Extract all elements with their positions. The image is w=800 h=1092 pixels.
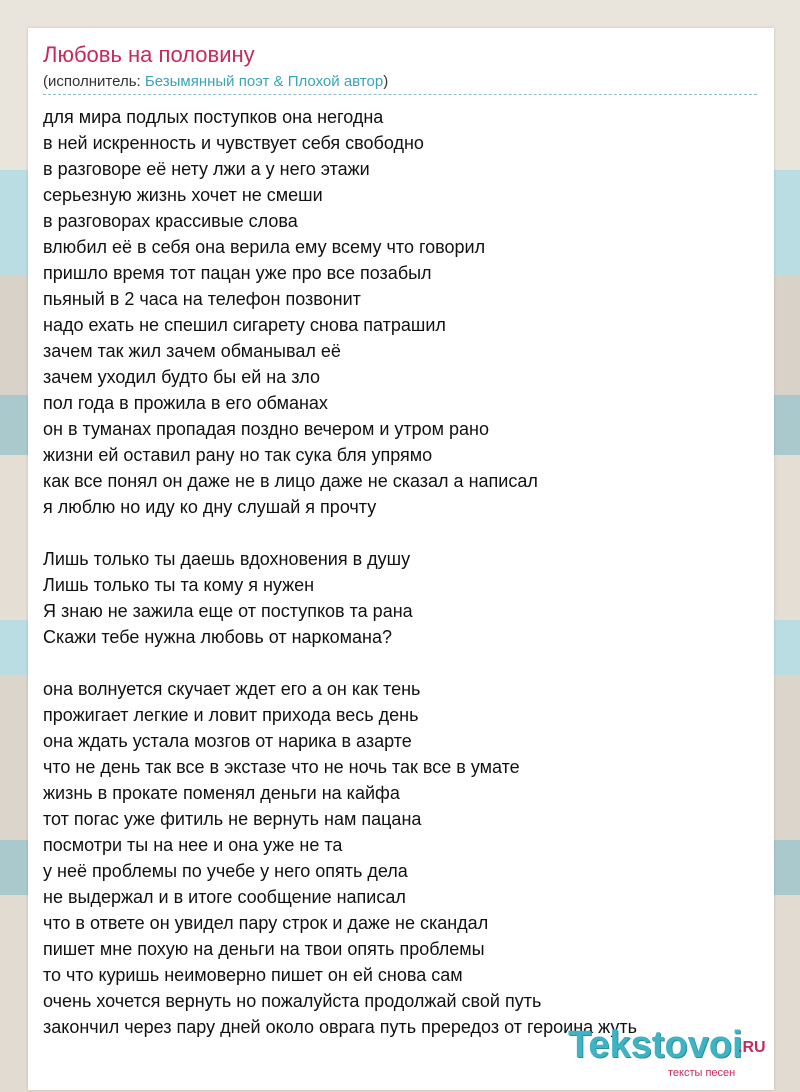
- artist-prefix: (исполнитель:: [43, 73, 145, 90]
- lyric-line: пьяный в 2 часа на телефон позвонит: [43, 289, 361, 309]
- lyric-line: пол года в прожила в его обманах: [43, 393, 328, 413]
- lyric-line: пришло время тот пацан уже про все позабыл: [43, 263, 432, 283]
- lyric-line: Скажи тебе нужна любовь от наркомана?: [43, 627, 393, 647]
- lyric-line: закончил через пару дней около оврага путь прередоз от героина жуть: [43, 1017, 638, 1037]
- artist-line: [43, 73, 388, 90]
- lyric-line: не выдержал и в итоге сообщение написал: [43, 887, 406, 907]
- lyric-line: в разговорах крассивые слова: [43, 211, 298, 231]
- lyric-line: прожигает легкие и ловит прихода весь день: [43, 705, 419, 725]
- lyric-line: что не день так все в экстазе что не ночь так все в умате: [43, 757, 520, 777]
- lyric-line: Лишь только ты даешь вдохновения в душу: [43, 549, 411, 569]
- lyric-line: в разговоре её нету лжи а у него этажи: [43, 159, 370, 179]
- logo-wordmark: Tekstovoi: [568, 1024, 743, 1066]
- lyric-line: как все понял он даже не в лицо даже не сказал а написал: [43, 471, 538, 491]
- lyric-line: посмотри ты на нее и она уже не та: [43, 835, 343, 855]
- lyric-line: она волнуется скучает ждет его а он как тень: [43, 679, 421, 699]
- logo-domain: .RU: [738, 1039, 766, 1056]
- lyric-line: что в ответе он увидел пару строк и даже не скандал: [43, 913, 489, 933]
- lyric-line: у неё проблемы по учебе у него опять дела: [43, 861, 408, 881]
- artist-link[interactable]: Безымянный поэт & Плохой автор: [144, 73, 384, 90]
- lyrics-stanza: [43, 546, 763, 650]
- lyrics-body: [43, 104, 763, 1066]
- lyric-line: жизнь в прокате поменял деньги на кайфа: [43, 783, 400, 803]
- lyric-line: он в туманах пропадая поздно вечером и утром рано: [43, 419, 489, 439]
- site-logo[interactable]: [568, 1024, 778, 1084]
- artist-suffix: ): [383, 73, 389, 90]
- lyric-line: надо ехать не спешил сигарету снова патрашил: [43, 315, 446, 335]
- lyric-line: тот погас уже фитиль не вернуть нам пацана: [43, 809, 422, 829]
- lyric-line: в ней искренность и чувствует себя свободно: [43, 133, 424, 153]
- lyric-line: для мира подлых поступков она негодна: [43, 107, 384, 127]
- lyric-line: влюбил её в себя она верила ему всему что говорил: [43, 237, 486, 257]
- lyric-line: она ждать устала мозгов от нарика в азарте: [43, 731, 412, 751]
- song-title: Любовь на половину: [43, 42, 255, 67]
- lyric-line: Я знаю не зажила еще от поступков та рана: [43, 601, 413, 621]
- header-divider: [43, 94, 757, 95]
- lyrics-stanza: [43, 676, 763, 1040]
- lyrics-stanza: [43, 104, 763, 520]
- lyric-line: жизни ей оставил рану но так сука бля упрямо: [43, 445, 433, 465]
- lyric-line: пишет мне похую на деньги на твои опять проблемы: [43, 939, 485, 959]
- logo-tagline: тексты песен: [668, 1067, 736, 1079]
- lyric-line: серьезную жизнь хочет не смеши: [43, 185, 323, 205]
- lyric-line: я люблю но иду ко дну слушай я прочту: [43, 497, 377, 517]
- lyric-line: очень хочется вернуть но пожалуйста продолжай свой путь: [43, 991, 542, 1011]
- lyric-line: Лишь только ты та кому я нужен: [43, 575, 315, 595]
- lyric-line: зачем уходил будто бы ей на зло: [43, 367, 321, 387]
- lyric-line: зачем так жил зачем обманывал её: [43, 341, 341, 361]
- lyric-line: то что куришь неимоверно пишет он ей снова сам: [43, 965, 463, 985]
